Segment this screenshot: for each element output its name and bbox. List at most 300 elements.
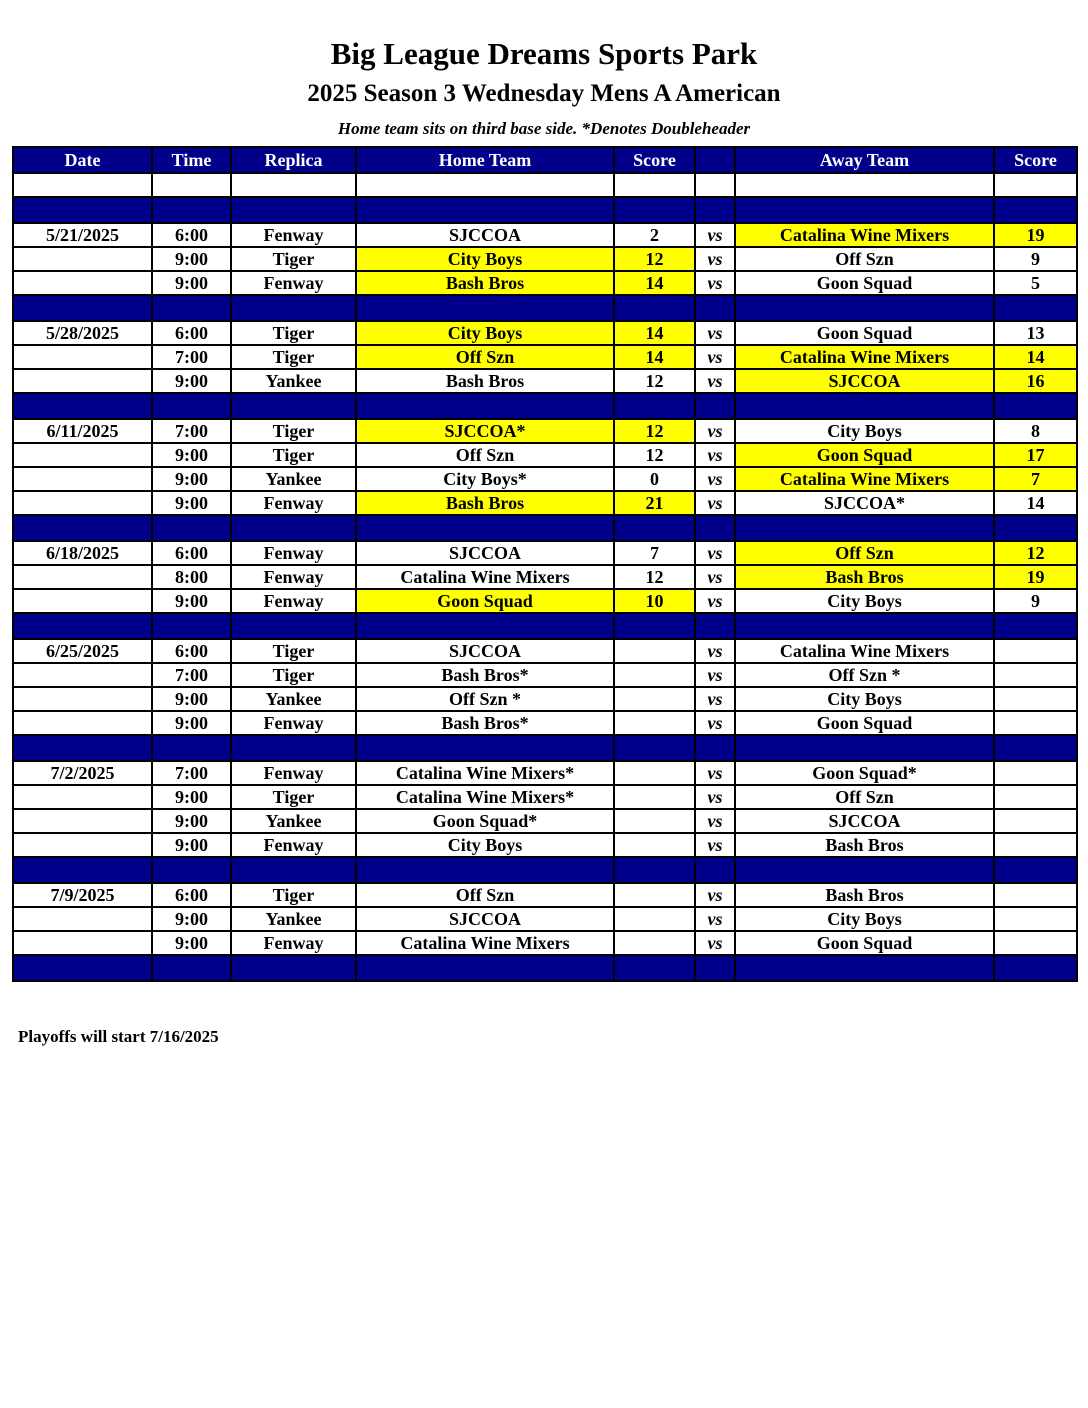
cell-empty bbox=[152, 955, 231, 981]
cell-replica: Yankee bbox=[231, 907, 356, 931]
cell-away-score: 12 bbox=[994, 541, 1077, 565]
cell-vs: vs bbox=[695, 833, 735, 857]
cell-away-score bbox=[994, 907, 1077, 931]
cell-time: 6:00 bbox=[152, 223, 231, 247]
cell-empty bbox=[13, 613, 152, 639]
cell-empty bbox=[356, 735, 614, 761]
cell-home-score bbox=[614, 761, 695, 785]
cell-empty bbox=[231, 955, 356, 981]
cell-time: 9:00 bbox=[152, 589, 231, 613]
cell-away-score: 9 bbox=[994, 247, 1077, 271]
cell-away-team: Bash Bros bbox=[735, 833, 994, 857]
cell-home-team: SJCCOA bbox=[356, 223, 614, 247]
cell-replica: Fenway bbox=[231, 491, 356, 515]
cell-empty bbox=[695, 393, 735, 419]
game-row bbox=[13, 711, 1077, 735]
cell-home-score: 12 bbox=[614, 565, 695, 589]
cell-empty bbox=[695, 515, 735, 541]
cell-vs: vs bbox=[695, 467, 735, 491]
cell-home-score: 21 bbox=[614, 491, 695, 515]
cell-away-team: Off Szn bbox=[735, 247, 994, 271]
cell-home-team: Goon Squad* bbox=[356, 809, 614, 833]
cell-home-score: 12 bbox=[614, 419, 695, 443]
cell-away-score: 14 bbox=[994, 345, 1077, 369]
cell-empty bbox=[231, 173, 356, 197]
cell-vs: vs bbox=[695, 419, 735, 443]
cell-date bbox=[13, 443, 152, 467]
game-row bbox=[13, 833, 1077, 857]
cell-time: 6:00 bbox=[152, 541, 231, 565]
cell-away-score bbox=[994, 687, 1077, 711]
cell-empty bbox=[152, 393, 231, 419]
cell-replica: Fenway bbox=[231, 761, 356, 785]
cell-away-score: 19 bbox=[994, 565, 1077, 589]
cell-time: 9:00 bbox=[152, 369, 231, 393]
cell-home-team: SJCCOA bbox=[356, 907, 614, 931]
cell-away-team: City Boys bbox=[735, 687, 994, 711]
cell-empty bbox=[13, 295, 152, 321]
game-row bbox=[13, 589, 1077, 613]
cell-vs: vs bbox=[695, 809, 735, 833]
cell-replica: Tiger bbox=[231, 345, 356, 369]
cell-empty bbox=[735, 955, 994, 981]
cell-empty bbox=[152, 197, 231, 223]
cell-time: 9:00 bbox=[152, 833, 231, 857]
cell-empty bbox=[152, 295, 231, 321]
cell-date bbox=[13, 247, 152, 271]
cell-empty bbox=[356, 613, 614, 639]
game-row bbox=[13, 639, 1077, 663]
cell-home-team: Goon Squad bbox=[356, 589, 614, 613]
cell-date bbox=[13, 785, 152, 809]
cell-replica: Fenway bbox=[231, 565, 356, 589]
cell-home-team: Catalina Wine Mixers bbox=[356, 565, 614, 589]
cell-home-score bbox=[614, 833, 695, 857]
cell-replica: Tiger bbox=[231, 443, 356, 467]
cell-home-team: City Boys bbox=[356, 833, 614, 857]
cell-empty bbox=[231, 515, 356, 541]
cell-away-team: City Boys bbox=[735, 907, 994, 931]
cell-home-team: Bash Bros bbox=[356, 491, 614, 515]
cell-away-score: 5 bbox=[994, 271, 1077, 295]
cell-vs: vs bbox=[695, 907, 735, 931]
game-row bbox=[13, 419, 1077, 443]
cell-vs: vs bbox=[695, 761, 735, 785]
cell-time: 7:00 bbox=[152, 663, 231, 687]
cell-date bbox=[13, 491, 152, 515]
cell-time: 9:00 bbox=[152, 809, 231, 833]
cell-time: 9:00 bbox=[152, 687, 231, 711]
cell-home-team: Catalina Wine Mixers bbox=[356, 931, 614, 955]
cell-date bbox=[13, 565, 152, 589]
cell-vs: vs bbox=[695, 369, 735, 393]
cell-away-score bbox=[994, 785, 1077, 809]
cell-replica: Tiger bbox=[231, 247, 356, 271]
cell-empty bbox=[614, 515, 695, 541]
cell-away-score: 8 bbox=[994, 419, 1077, 443]
cell-replica: Fenway bbox=[231, 271, 356, 295]
schedule-body bbox=[13, 173, 1077, 981]
cell-home-score: 14 bbox=[614, 321, 695, 345]
cell-empty bbox=[152, 515, 231, 541]
cell-away-score bbox=[994, 809, 1077, 833]
game-row bbox=[13, 467, 1077, 491]
playoffs-note: Playoffs will start 7/16/2025 bbox=[18, 1027, 219, 1046]
cell-replica: Yankee bbox=[231, 467, 356, 491]
cell-replica: Tiger bbox=[231, 883, 356, 907]
cell-replica: Fenway bbox=[231, 931, 356, 955]
cell-empty bbox=[231, 735, 356, 761]
separator-row bbox=[13, 515, 1077, 541]
cell-away-score: 9 bbox=[994, 589, 1077, 613]
cell-home-team: City Boys bbox=[356, 247, 614, 271]
cell-empty bbox=[614, 173, 695, 197]
cell-home-score bbox=[614, 639, 695, 663]
game-row bbox=[13, 761, 1077, 785]
page-subtitle: 2025 Season 3 Wednesday Mens A American bbox=[307, 80, 781, 107]
cell-away-score: 7 bbox=[994, 467, 1077, 491]
cell-vs: vs bbox=[695, 541, 735, 565]
separator-row bbox=[13, 393, 1077, 419]
cell-home-score: 7 bbox=[614, 541, 695, 565]
cell-time: 9:00 bbox=[152, 271, 231, 295]
cell-empty bbox=[356, 197, 614, 223]
game-row bbox=[13, 223, 1077, 247]
cell-home-score bbox=[614, 809, 695, 833]
cell-date bbox=[13, 345, 152, 369]
game-row bbox=[13, 345, 1077, 369]
cell-home-team: City Boys bbox=[356, 321, 614, 345]
separator-row bbox=[13, 295, 1077, 321]
game-row bbox=[13, 809, 1077, 833]
cell-empty bbox=[735, 393, 994, 419]
cell-empty bbox=[614, 735, 695, 761]
game-row bbox=[13, 247, 1077, 271]
cell-away-team: Catalina Wine Mixers bbox=[735, 467, 994, 491]
cell-vs: vs bbox=[695, 223, 735, 247]
cell-away-team: City Boys bbox=[735, 419, 994, 443]
cell-time: 9:00 bbox=[152, 491, 231, 515]
cell-home-score bbox=[614, 883, 695, 907]
cell-empty bbox=[356, 295, 614, 321]
page-title: Big League Dreams Sports Park bbox=[330, 36, 758, 71]
cell-home-team: Bash Bros* bbox=[356, 711, 614, 735]
cell-date: 6/11/2025 bbox=[13, 419, 152, 443]
cell-away-team: Bash Bros bbox=[735, 565, 994, 589]
cell-empty bbox=[735, 613, 994, 639]
cell-date bbox=[13, 711, 152, 735]
cell-home-team: Off Szn bbox=[356, 345, 614, 369]
cell-home-score: 0 bbox=[614, 467, 695, 491]
schedule-note: Home team sits on third base side. *Denotes Doubleheader bbox=[337, 119, 751, 138]
cell-away-team: SJCCOA bbox=[735, 809, 994, 833]
cell-date bbox=[13, 663, 152, 687]
cell-away-score bbox=[994, 883, 1077, 907]
cell-empty bbox=[13, 515, 152, 541]
cell-empty bbox=[152, 173, 231, 197]
cell-empty bbox=[994, 393, 1077, 419]
cell-empty bbox=[735, 295, 994, 321]
cell-vs: vs bbox=[695, 443, 735, 467]
cell-home-team: Catalina Wine Mixers* bbox=[356, 785, 614, 809]
cell-vs: vs bbox=[695, 271, 735, 295]
cell-vs: vs bbox=[695, 589, 735, 613]
game-row bbox=[13, 687, 1077, 711]
cell-empty bbox=[614, 197, 695, 223]
cell-home-score bbox=[614, 663, 695, 687]
cell-time: 9:00 bbox=[152, 711, 231, 735]
cell-home-score bbox=[614, 687, 695, 711]
cell-away-score: 17 bbox=[994, 443, 1077, 467]
cell-empty bbox=[614, 857, 695, 883]
cell-home-score: 12 bbox=[614, 369, 695, 393]
cell-date: 6/18/2025 bbox=[13, 541, 152, 565]
cell-replica: Fenway bbox=[231, 589, 356, 613]
cell-date bbox=[13, 809, 152, 833]
game-row bbox=[13, 883, 1077, 907]
blank-row bbox=[13, 173, 1077, 197]
cell-time: 7:00 bbox=[152, 345, 231, 369]
cell-away-score: 19 bbox=[994, 223, 1077, 247]
cell-away-team: Goon Squad bbox=[735, 931, 994, 955]
schedule-table bbox=[12, 146, 1078, 982]
cell-vs: vs bbox=[695, 931, 735, 955]
cell-date bbox=[13, 687, 152, 711]
cell-empty bbox=[231, 857, 356, 883]
cell-replica: Fenway bbox=[231, 833, 356, 857]
cell-away-team: Goon Squad bbox=[735, 711, 994, 735]
game-row bbox=[13, 931, 1077, 955]
cell-empty bbox=[152, 613, 231, 639]
cell-empty bbox=[735, 173, 994, 197]
cell-away-score: 14 bbox=[994, 491, 1077, 515]
cell-empty bbox=[356, 515, 614, 541]
cell-away-score: 16 bbox=[994, 369, 1077, 393]
cell-empty bbox=[695, 955, 735, 981]
cell-time: 9:00 bbox=[152, 467, 231, 491]
cell-vs: vs bbox=[695, 565, 735, 589]
cell-replica: Yankee bbox=[231, 809, 356, 833]
cell-date bbox=[13, 589, 152, 613]
cell-empty bbox=[231, 197, 356, 223]
cell-replica: Fenway bbox=[231, 711, 356, 735]
cell-vs: vs bbox=[695, 687, 735, 711]
cell-empty bbox=[614, 295, 695, 321]
cell-replica: Tiger bbox=[231, 785, 356, 809]
game-row bbox=[13, 271, 1077, 295]
cell-home-team: Off Szn * bbox=[356, 687, 614, 711]
separator-row bbox=[13, 857, 1077, 883]
col-header-home-score: Score bbox=[614, 147, 695, 173]
cell-vs: vs bbox=[695, 321, 735, 345]
cell-away-score bbox=[994, 931, 1077, 955]
cell-empty bbox=[13, 197, 152, 223]
col-header-date: Date bbox=[13, 147, 152, 173]
cell-home-score: 2 bbox=[614, 223, 695, 247]
cell-vs: vs bbox=[695, 491, 735, 515]
cell-empty bbox=[152, 735, 231, 761]
cell-empty bbox=[735, 197, 994, 223]
cell-time: 9:00 bbox=[152, 785, 231, 809]
col-header-home-team: Home Team bbox=[356, 147, 614, 173]
separator-row bbox=[13, 613, 1077, 639]
cell-empty bbox=[231, 295, 356, 321]
cell-empty bbox=[13, 857, 152, 883]
cell-away-team: Goon Squad* bbox=[735, 761, 994, 785]
cell-replica: Tiger bbox=[231, 419, 356, 443]
cell-home-team: City Boys* bbox=[356, 467, 614, 491]
cell-home-team: SJCCOA bbox=[356, 541, 614, 565]
cell-date bbox=[13, 833, 152, 857]
cell-vs: vs bbox=[695, 247, 735, 271]
cell-empty bbox=[994, 295, 1077, 321]
cell-empty bbox=[13, 955, 152, 981]
game-row bbox=[13, 907, 1077, 931]
cell-time: 6:00 bbox=[152, 639, 231, 663]
cell-time: 9:00 bbox=[152, 907, 231, 931]
cell-date: 5/21/2025 bbox=[13, 223, 152, 247]
cell-home-score bbox=[614, 931, 695, 955]
cell-vs: vs bbox=[695, 345, 735, 369]
cell-date bbox=[13, 369, 152, 393]
cell-empty bbox=[994, 197, 1077, 223]
cell-replica: Fenway bbox=[231, 541, 356, 565]
cell-away-team: Catalina Wine Mixers bbox=[735, 223, 994, 247]
cell-vs: vs bbox=[695, 711, 735, 735]
cell-replica: Tiger bbox=[231, 663, 356, 687]
cell-home-team: Bash Bros bbox=[356, 369, 614, 393]
cell-home-team: Catalina Wine Mixers* bbox=[356, 761, 614, 785]
game-row bbox=[13, 541, 1077, 565]
cell-time: 6:00 bbox=[152, 321, 231, 345]
cell-empty bbox=[152, 857, 231, 883]
separator-row bbox=[13, 955, 1077, 981]
header-row bbox=[13, 147, 1077, 173]
cell-time: 9:00 bbox=[152, 931, 231, 955]
cell-empty bbox=[695, 197, 735, 223]
cell-empty bbox=[695, 735, 735, 761]
cell-home-team: Off Szn bbox=[356, 883, 614, 907]
cell-away-score bbox=[994, 663, 1077, 687]
col-header-replica: Replica bbox=[231, 147, 356, 173]
cell-date: 6/25/2025 bbox=[13, 639, 152, 663]
cell-vs: vs bbox=[695, 663, 735, 687]
cell-empty bbox=[356, 955, 614, 981]
cell-away-team: Goon Squad bbox=[735, 443, 994, 467]
cell-home-score: 10 bbox=[614, 589, 695, 613]
cell-empty bbox=[994, 613, 1077, 639]
cell-date: 7/9/2025 bbox=[13, 883, 152, 907]
cell-empty bbox=[994, 857, 1077, 883]
cell-empty bbox=[356, 393, 614, 419]
cell-replica: Tiger bbox=[231, 321, 356, 345]
cell-date bbox=[13, 467, 152, 491]
cell-replica: Yankee bbox=[231, 369, 356, 393]
cell-empty bbox=[695, 613, 735, 639]
cell-empty bbox=[356, 173, 614, 197]
cell-empty bbox=[735, 857, 994, 883]
cell-vs: vs bbox=[695, 639, 735, 663]
cell-empty bbox=[994, 955, 1077, 981]
cell-home-score bbox=[614, 785, 695, 809]
cell-date: 7/2/2025 bbox=[13, 761, 152, 785]
cell-date: 5/28/2025 bbox=[13, 321, 152, 345]
game-row bbox=[13, 443, 1077, 467]
cell-home-score: 14 bbox=[614, 345, 695, 369]
cell-away-team: Off Szn bbox=[735, 785, 994, 809]
cell-home-score bbox=[614, 711, 695, 735]
cell-home-team: Bash Bros bbox=[356, 271, 614, 295]
cell-home-score: 12 bbox=[614, 247, 695, 271]
cell-empty bbox=[614, 955, 695, 981]
cell-date bbox=[13, 907, 152, 931]
cell-away-score bbox=[994, 711, 1077, 735]
separator-row bbox=[13, 735, 1077, 761]
cell-replica: Yankee bbox=[231, 687, 356, 711]
cell-away-team: Bash Bros bbox=[735, 883, 994, 907]
cell-replica: Tiger bbox=[231, 639, 356, 663]
cell-time: 7:00 bbox=[152, 761, 231, 785]
cell-empty bbox=[735, 515, 994, 541]
cell-away-score bbox=[994, 639, 1077, 663]
game-row bbox=[13, 491, 1077, 515]
cell-empty bbox=[231, 393, 356, 419]
cell-away-team: City Boys bbox=[735, 589, 994, 613]
cell-away-team: Goon Squad bbox=[735, 271, 994, 295]
col-header-away-team: Away Team bbox=[735, 147, 994, 173]
game-row bbox=[13, 663, 1077, 687]
cell-empty bbox=[695, 295, 735, 321]
cell-away-team: Catalina Wine Mixers bbox=[735, 639, 994, 663]
cell-home-score bbox=[614, 907, 695, 931]
cell-home-score: 14 bbox=[614, 271, 695, 295]
cell-time: 9:00 bbox=[152, 247, 231, 271]
cell-empty bbox=[614, 613, 695, 639]
cell-empty bbox=[614, 393, 695, 419]
cell-away-score: 13 bbox=[994, 321, 1077, 345]
cell-time: 6:00 bbox=[152, 883, 231, 907]
cell-date bbox=[13, 931, 152, 955]
col-header-vs bbox=[695, 147, 735, 173]
game-row bbox=[13, 369, 1077, 393]
col-header-away-score: Score bbox=[994, 147, 1077, 173]
cell-away-score bbox=[994, 761, 1077, 785]
game-row bbox=[13, 565, 1077, 589]
cell-home-score: 12 bbox=[614, 443, 695, 467]
cell-empty bbox=[13, 393, 152, 419]
cell-away-team: Off Szn bbox=[735, 541, 994, 565]
cell-empty bbox=[695, 173, 735, 197]
cell-empty bbox=[994, 173, 1077, 197]
cell-empty bbox=[735, 735, 994, 761]
cell-vs: vs bbox=[695, 883, 735, 907]
cell-home-team: Off Szn bbox=[356, 443, 614, 467]
cell-time: 8:00 bbox=[152, 565, 231, 589]
cell-date bbox=[13, 271, 152, 295]
cell-away-team: SJCCOA* bbox=[735, 491, 994, 515]
col-header-time: Time bbox=[152, 147, 231, 173]
cell-empty bbox=[695, 857, 735, 883]
cell-empty bbox=[994, 515, 1077, 541]
cell-empty bbox=[13, 173, 152, 197]
cell-home-team: Bash Bros* bbox=[356, 663, 614, 687]
cell-time: 7:00 bbox=[152, 419, 231, 443]
cell-away-team: SJCCOA bbox=[735, 369, 994, 393]
cell-away-team: Off Szn * bbox=[735, 663, 994, 687]
cell-empty bbox=[994, 735, 1077, 761]
cell-home-team: SJCCOA* bbox=[356, 419, 614, 443]
cell-away-team: Catalina Wine Mixers bbox=[735, 345, 994, 369]
